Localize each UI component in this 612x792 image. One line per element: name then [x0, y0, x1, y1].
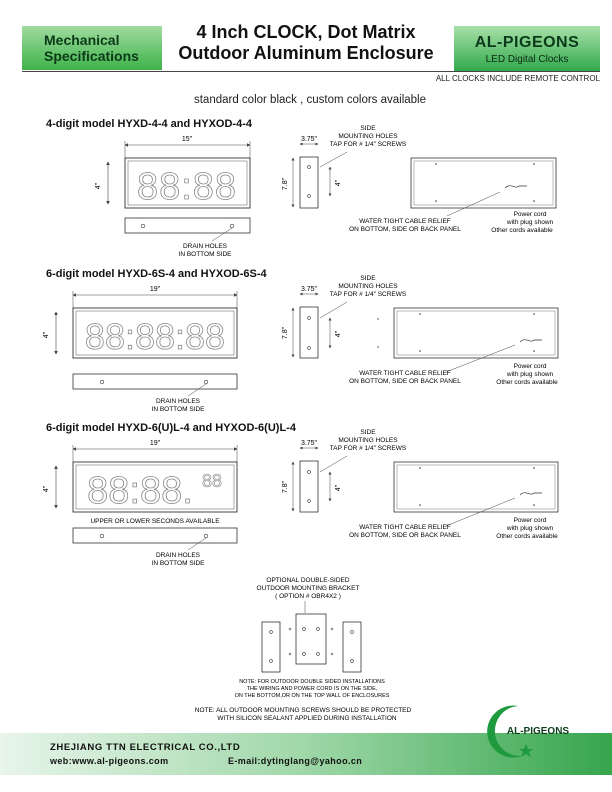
color-note: standard color black , custom colors available — [193, 94, 427, 106]
s3-width-label: 19" — [149, 440, 161, 447]
brand-subtitle: LED Digital Clocks — [485, 54, 569, 65]
s3-relief-line1: WATER TIGHT CABLE RELIEF — [359, 524, 451, 531]
s3-drain-line1: DRAIN HOLES — [155, 552, 201, 559]
section-3-side-view — [282, 429, 407, 512]
s1-drain-line1: DRAIN HOLES — [182, 243, 228, 250]
s2-cord-line3: Other cords available — [496, 379, 558, 386]
bracket-note-1: OPTIONAL DOUBLE-SIDED — [266, 577, 350, 584]
page-title-line1: 4 Inch CLOCK, Dot Matrix — [196, 22, 416, 42]
s1-cord-line3: Other cords available — [491, 227, 553, 234]
bracket-install-2: THE WIRING AND POWER CORD IS ON THE SIDE, — [246, 686, 378, 692]
bracket-install-3: ON THE BOTTOM,OR ON THE TOP WALL OF ENCLOSURES — [234, 693, 390, 699]
section-3-back-view — [349, 462, 558, 540]
s3-side-note-3: TAP FOR # 1/4" SCREWS — [329, 445, 407, 452]
s2-width-label: 19" — [149, 286, 161, 293]
bracket-drawing — [235, 577, 390, 699]
s2-height-label: 4" — [43, 331, 50, 339]
section-1-front-view — [95, 136, 250, 208]
s2-cord-line1: Power cord — [513, 363, 547, 370]
bracket-note-3: ( OPTION # OBR4X2 ) — [275, 593, 341, 600]
s3-seconds-note: UPPER OR LOWER SECONDS AVAILABLE — [90, 518, 220, 525]
s3-height-label: 4" — [43, 485, 50, 493]
section-2-back-view — [349, 308, 558, 386]
page-title-line2: Outdoor Aluminum Enclosure — [178, 43, 434, 63]
s3-cord-line3: Other cords available — [496, 533, 558, 540]
footer-web[interactable]: web:www.al-pigeons.com — [50, 756, 169, 766]
s2-side-note-2: MOUNTING HOLES — [338, 283, 398, 290]
s1-drain-line2: IN BOTTOM SIDE — [178, 251, 232, 258]
s2-depth-label: 3.75" — [300, 286, 318, 293]
section-3-front-view — [43, 440, 237, 525]
s1-side-note-2: MOUNTING HOLES — [338, 133, 398, 140]
s1-height-label: 4" — [95, 182, 102, 190]
s1-side-height: 7.8" — [282, 177, 289, 191]
s2-display-digits: 88:88:88 — [84, 316, 226, 357]
s3-display-seconds: 88 — [201, 471, 223, 491]
section-1-back-view — [349, 158, 556, 234]
bracket-install-1: NOTE: FOR OUTDOOR DOUBLE SIDED INSTALLATIONS — [239, 679, 385, 685]
s1-cord-line2: with plug shown — [506, 219, 554, 226]
footer-logo — [482, 700, 582, 760]
star-icon — [519, 744, 533, 757]
section-3-bottom-view — [73, 528, 237, 567]
s2-side-note-3: TAP FOR # 1/4" SCREWS — [329, 291, 407, 298]
s3-cord-line2: with plug shown — [506, 525, 554, 532]
s3-drain-line2: IN BOTTOM SIDE — [151, 560, 205, 567]
s3-cord-line1: Power cord — [513, 517, 547, 524]
footer-logo-text: AL-PIGEONS — [506, 726, 570, 737]
footer-company: ZHEJIANG TTN ELECTRICAL CO.,LTD — [50, 742, 241, 753]
s1-display-digits: 88:88 — [136, 166, 238, 208]
s2-drain-line2: IN BOTTOM SIDE — [151, 406, 205, 413]
section-2-title: 6-digit model HYXD-6S-4 and HYXOD-6S-4 — [46, 268, 267, 280]
s2-drain-line1: DRAIN HOLES — [155, 398, 201, 405]
s2-relief-line1: WATER TIGHT CABLE RELIEF — [359, 370, 451, 377]
s3-side-inner: 4" — [335, 484, 342, 492]
s3-display-digits: 88:88. — [87, 470, 193, 512]
screw-note-2: WITH SILICON SEALANT APPLIED DURING INSTALLATION — [217, 715, 397, 722]
brand-name: AL-PIGEONS — [474, 34, 580, 51]
s3-side-note-2: MOUNTING HOLES — [338, 437, 398, 444]
section-1-title: 4-digit model HYXD-4-4 and HYXOD-4-4 — [46, 118, 252, 130]
screw-note-1: NOTE: ALL OUTDOOR MOUNTING SCREWS SHOULD BE PROTECTED — [194, 707, 412, 714]
bracket-note-2: OUTDOOR MOUNTING BRACKET — [256, 585, 360, 592]
section-2-front-view — [43, 286, 237, 358]
s3-relief-line2: ON BOTTOM, SIDE OR BACK PANEL — [349, 532, 461, 539]
s2-side-note-1: SIDE — [360, 275, 376, 282]
s1-depth-label: 3.75" — [300, 136, 318, 143]
s1-relief-line2: ON BOTTOM, SIDE OR BACK PANEL — [349, 226, 461, 233]
section-2-bottom-view — [73, 374, 237, 413]
section-2-side-view — [282, 275, 407, 358]
s1-side-note-3: TAP FOR # 1/4" SCREWS — [329, 141, 407, 148]
s3-side-height: 7.8" — [282, 480, 289, 494]
header-specs-line2: Specifications — [44, 48, 139, 64]
s1-side-inner: 4" — [335, 179, 342, 187]
header-specs-line1: Mechanical — [44, 32, 120, 48]
s2-relief-line2: ON BOTTOM, SIDE OR BACK PANEL — [349, 378, 461, 385]
s2-side-inner: 4" — [335, 330, 342, 338]
s3-depth-label: 3.75" — [300, 440, 318, 447]
s3-side-note-1: SIDE — [360, 429, 376, 436]
section-1-side-view — [282, 125, 407, 208]
footer-email[interactable]: E-mail:dytinglang@yahoo.cn — [228, 756, 363, 766]
s1-side-note-1: SIDE — [360, 125, 376, 132]
section-3-title: 6-digit model HYXD-6(U)L-4 and HYXOD-6(U)L-4 — [46, 422, 296, 434]
s1-cord-line1: Power cord — [513, 211, 547, 218]
remote-note: ALL CLOCKS INCLUDE REMOTE CONTROL — [435, 74, 600, 83]
s2-cord-line2: with plug shown — [506, 371, 554, 378]
section-1-bottom-view — [125, 218, 250, 258]
s1-width-label: 15" — [181, 136, 193, 143]
s2-side-height: 7.8" — [282, 326, 289, 340]
s1-relief-line1: WATER TIGHT CABLE RELIEF — [359, 218, 451, 225]
